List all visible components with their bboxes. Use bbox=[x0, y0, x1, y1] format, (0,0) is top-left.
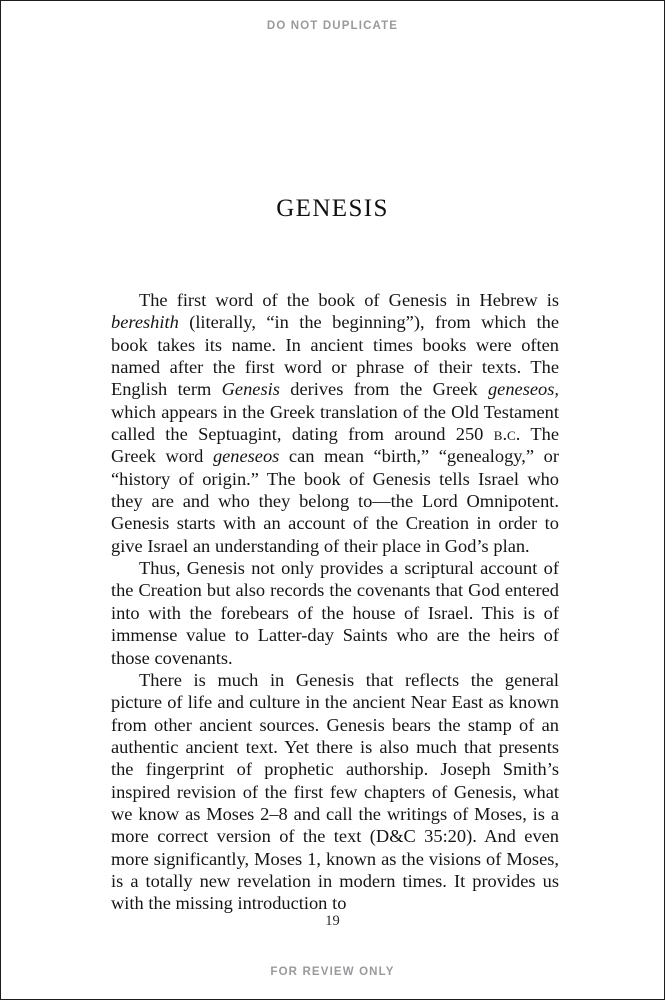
watermark-for-review-only: FOR REVIEW ONLY bbox=[270, 966, 395, 978]
italic-term: bereshith bbox=[111, 312, 179, 333]
italic-term: Genesis bbox=[221, 379, 280, 400]
italic-term: geneseos bbox=[212, 446, 280, 467]
paragraph: Thus, Genesis not only provides a scriptural account of the Creation but also records the covenants that God entered into with the forebears of the house of Israel. This is of immense value to Latter-day Saints who are the heirs of those covenants. bbox=[111, 558, 559, 668]
body-text-block bbox=[111, 289, 559, 915]
page-number: 19 bbox=[325, 913, 340, 929]
watermark-do-not-duplicate: DO NOT DUPLICATE bbox=[266, 20, 399, 32]
italic-term: geneseos, bbox=[487, 379, 559, 400]
small-caps-term: b.c. bbox=[493, 424, 521, 445]
paragraph: There is much in Genesis that reflects the general picture of life and culture in the ancient Near East as known from other ancient sources. Genesis bears the stamp of an authentic ancient text. Yet there is also much that presents the fingerprint of prophetic authorship. Joseph Smith’s inspired revision of the first few chapters of Genesis, what we know as Moses 2–8 and call the writings of Moses, is a more correct version of the text (D&C 35:20). And even more significantly, Moses 1, known as the visions of Moses, is a totally new revelation in modern times. It provides us with the missing introduction to bbox=[111, 669, 559, 914]
page-title: genesis bbox=[276, 184, 389, 224]
paragraph: The first word of the book of Genesis in Hebrew is bereshith (literally, “in the beginning”), from which the book takes its name. In ancient times books were often named after the first word or phrase of their texts. The English term Genesis derives from the Greek geneseos, which appears in the Greek translation of the Old Testament called the Septuagint, dating from around 250 b.c. The Greek word geneseos can mean “birth,” “genealogy,” or “history of origin.” The book of Genesis tells Israel who they are and who they belong to—the Lord Omnipotent. Genesis starts with an account of the Creation in order to give Israel an understanding of their place in God’s plan. bbox=[111, 290, 559, 556]
